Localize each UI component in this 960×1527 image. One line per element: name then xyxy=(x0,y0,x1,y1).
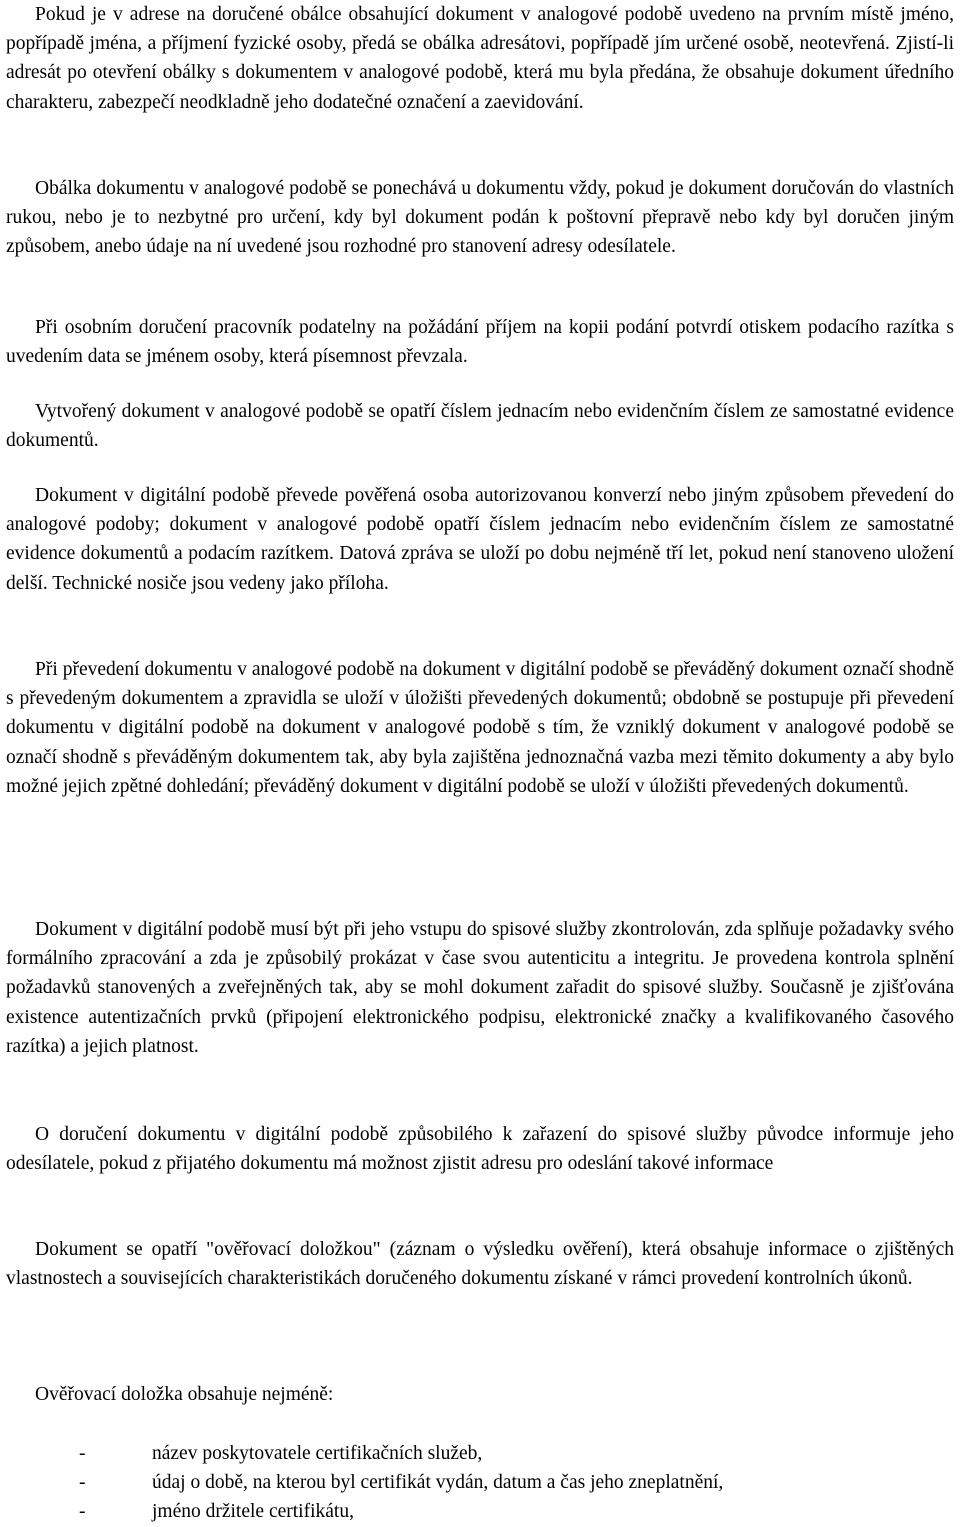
list-intro: Ověřovací doložka obsahuje nejméně: xyxy=(35,1384,334,1405)
paragraph-envelope-delivery: Pokud je v adrese na doručené obálce obsahující dokument v analogové podobě uvedeno na prvním místě jméno, popřípadě jména, a příjmení fyzické osoby, předá se obálka adresátovi, popřípadě jím určené osobě, neotevřená. Zjistí-li adresát po otevření obálky s dokumentem v analogové podobě, která mu byla předána, že obsahuje dokument úředního charakteru, zabezpečí neodkladně jeho dodatečné označení a zaevidování. xyxy=(6,4,954,113)
paragraph-personal-delivery: Při osobním doručení pracovník podatelny na požádání příjem na kopii podání potvrdí otiskem podacího razítka s uvedením data se jménem osoby, která písemnost převzala. xyxy=(6,317,954,368)
list-item-text: jméno držitele certifikátu, xyxy=(152,1501,354,1523)
paragraph-envelope-kept: Obálka dokumentu v analogové podobě se ponechává u dokumentu vždy, pokud je dokument doručován do vlastních rukou, nebo je to nezbytné pro určení, kdy byl dokument podán k poštovní přepravě nebo kdy byl doručen jiným způsobem, anebo údaje na ní uvedené jsou rozhodné pro stanovení adresy odesílatele. xyxy=(6,178,954,258)
list-bullet: - xyxy=(79,1501,86,1523)
paragraph-delivery-notice: O doručení dokumentu v digitální podobě způsobilého k zařazení do spisové služby původce informuje jeho odesílatele, pokud z přijatého dokumentu má možnost zjistit adresu pro odeslání takové informace xyxy=(6,1124,954,1175)
list-bullet: - xyxy=(79,1472,86,1494)
paragraph-digital-conversion: Dokument v digitální podobě převede pověřená osoba autorizovanou konverzí nebo jiným způsobem převedení do analogové podoby; dokument v analogové podobě opatří číslem jednacím nebo evidenčním číslem ze samostatné evidence dokumentů a podacím razítkem. Datová zpráva se uloží po dobu nejméně tří let, pokud není stanoveno uložení delší. Technické nosiče jsou vedeny jako příloha. xyxy=(6,485,954,594)
verification-requirements-list xyxy=(6,1439,954,1527)
paragraph-verification-clause: Dokument se opatří "ověřovací doložkou" (záznam o výsledku ověření), která obsahuje informace o zjištěných vlastnostech a souvisejících charakteristikách doručeného dokumentu získané v rámci provedení kontrolních úkonů. xyxy=(6,1239,954,1290)
paragraph-conversion-marking: Při převedení dokumentu v analogové podobě na dokument v digitální podobě se převáděný dokument označí shodně s převedeným dokumentem a zpravidla se uloží v úložišti převedených dokumentů; obdobně se postupuje při převedení dokumentu v digitální podobě na dokument v analogové podobě s tím, že vzniklý dokument v analogové podobě se označí shodně s převáděným dokumentem tak, aby byla zajištěna jednoznačná vazba mezi těmito dokumenty a aby bylo možné jejich zpětné dohledání; převáděný dokument v digitální podobě se uloží v úložišti převedených dokumentů. xyxy=(6,659,954,797)
paragraph-digital-check: Dokument v digitální podobě musí být při jeho vstupu do spisové služby zkontrolován, zda splňuje požadavky svého formálního zpracování a zda je způsobilý prokázat v čase svou autenticitu a integritu. Je provedena kontrola splnění požadavků stanovených a zveřejněných tak, aby se mohl dokument zařadit do spisové služby. Současně je zjišťována existence autentizačních prvků (připojení elektronického podpisu, elektronické značky a kvalifikovaného časového razítka) a jejich platnost. xyxy=(6,919,954,1057)
list-item xyxy=(6,1468,954,1497)
paragraph-created-document: Vytvořený dokument v analogové podobě se opatří číslem jednacím nebo evidenčním číslem ze samostatné evidence dokumentů. xyxy=(6,401,954,452)
list-bullet: - xyxy=(79,1443,86,1464)
list-item xyxy=(6,1497,954,1526)
list-item-text: název poskytovatele certifikačních služeb, xyxy=(152,1443,483,1464)
list-item xyxy=(6,1439,954,1468)
list-item-text: údaj o době, na kterou byl certifikát vydán, datum a čas jeho zneplatnění, xyxy=(152,1472,724,1494)
